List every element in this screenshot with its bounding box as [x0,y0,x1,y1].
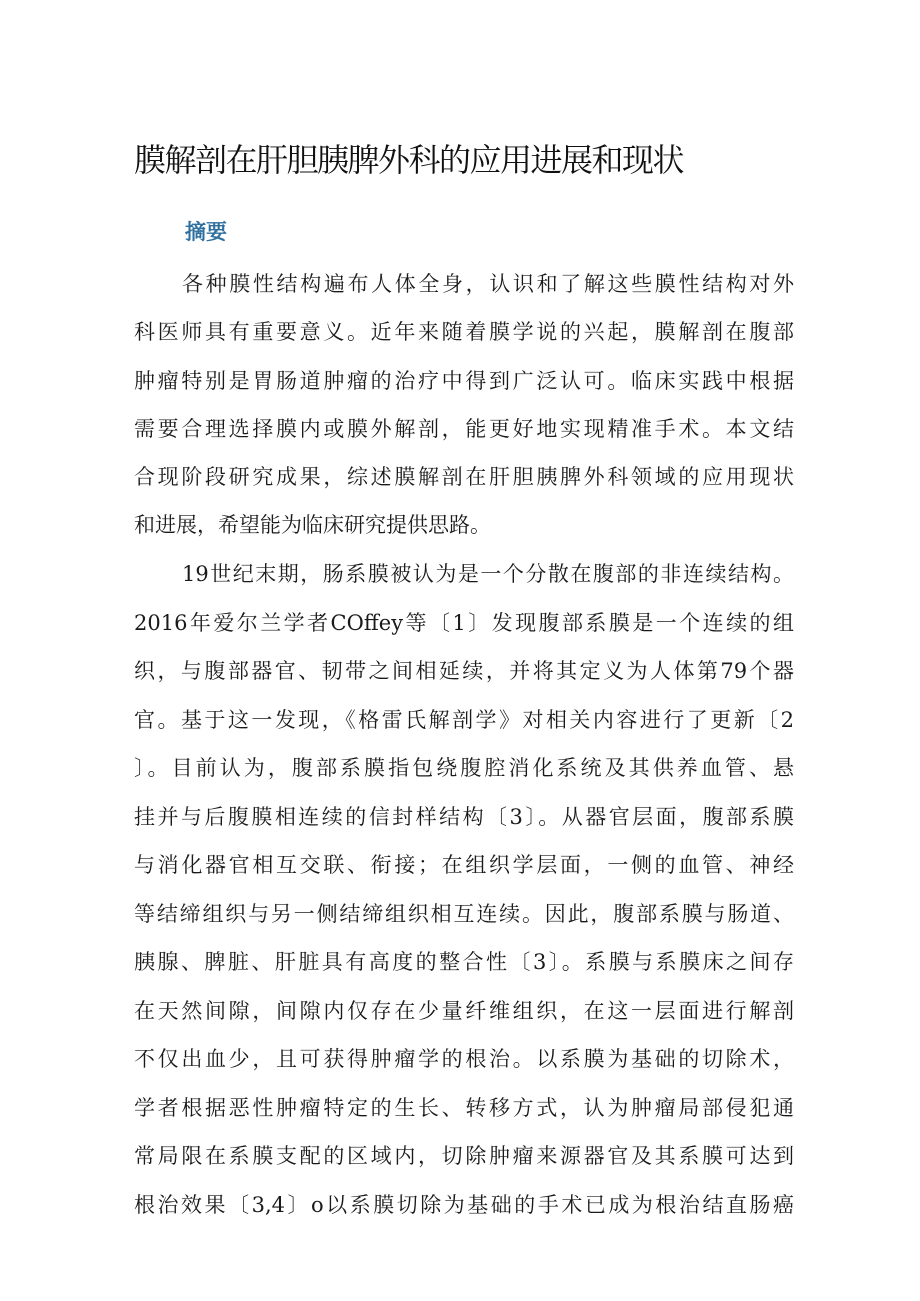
text-line: 19世纪末期，肠系膜被认为是一个分散在腹部的非连续结构。 [182,562,794,586]
text-line: 2016年爱尔兰学者COffey等〔1〕发现腹部系膜是一个连续的组 [134,610,794,635]
text-line: 不仅出血少，且可获得肿瘤学的根治。以系膜为基础的切除术， [134,1047,794,1071]
document-title: 膜解剖在肝胆胰脾外科的应用进展和现状 [134,141,684,179]
text-line: 肿瘤特别是胃肠道肿瘤的治疗中得到广泛认可。临床实践中根据 [134,368,794,393]
text-line: 官。基于这一发现，《格雷氏解剖学》对相关内容进行了更新〔2 [134,707,794,732]
text-line: 胰腺、脾脏、肝脏具有高度的整合性〔3〕。系膜与系膜床之间存 [134,950,794,974]
text-line: 科医师具有重要意义。近年来随着膜学说的兴起，膜解剖在腹部 [134,320,794,345]
text-line: 合现阶段研究成果，综述膜解剖在肝胆胰脾外科领域的应用现状 [134,465,794,490]
text-line: 常局限在系膜支配的区域内，切除肿瘤来源器官及其系膜可达到 [134,1144,794,1168]
text-line: 挂并与后腹膜相连续的信封样结构〔3〕。从器官层面，腹部系膜 [134,804,794,829]
text-line: 在天然间隙，间隙内仅存在少量纤维组织，在这一层面进行解剖 [134,998,794,1023]
text-line: 学者根据恶性肿瘤特定的生长、转移方式，认为肿瘤局部侵犯通 [134,1095,794,1120]
text-line: 〕。目前认为，腹部系膜指包绕腹腔消化系统及其供养血管、悬 [134,756,794,780]
text-line: 织，与腹部器官、韧带之间相延续，并将其定义为人体第79个器 [134,659,794,683]
text-line: 根治效果〔3,4〕o以系膜切除为基础的手术已成为根治结直肠癌 [134,1192,794,1217]
body-paragraph [134,550,794,1229]
abstract-paragraph [134,260,794,550]
text-line: 需要合理选择膜内或膜外解剖，能更好地实现精准手术。本文结 [134,416,794,441]
abstract-heading: 摘要 [185,220,227,244]
text-line: 和进展，希望能为临床研究提供思路。 [134,513,491,538]
text-line: 等结缔组织与另一侧结缔组织相互连续。因此，腹部系膜与肠道、 [134,901,794,926]
text-line: 与消化器官相互交联、衔接；在组织学层面，一侧的血管、神经 [134,853,794,877]
text-line: 各种膜性结构遍布人体全身，认识和了解这些膜性结构对外 [182,272,794,296]
